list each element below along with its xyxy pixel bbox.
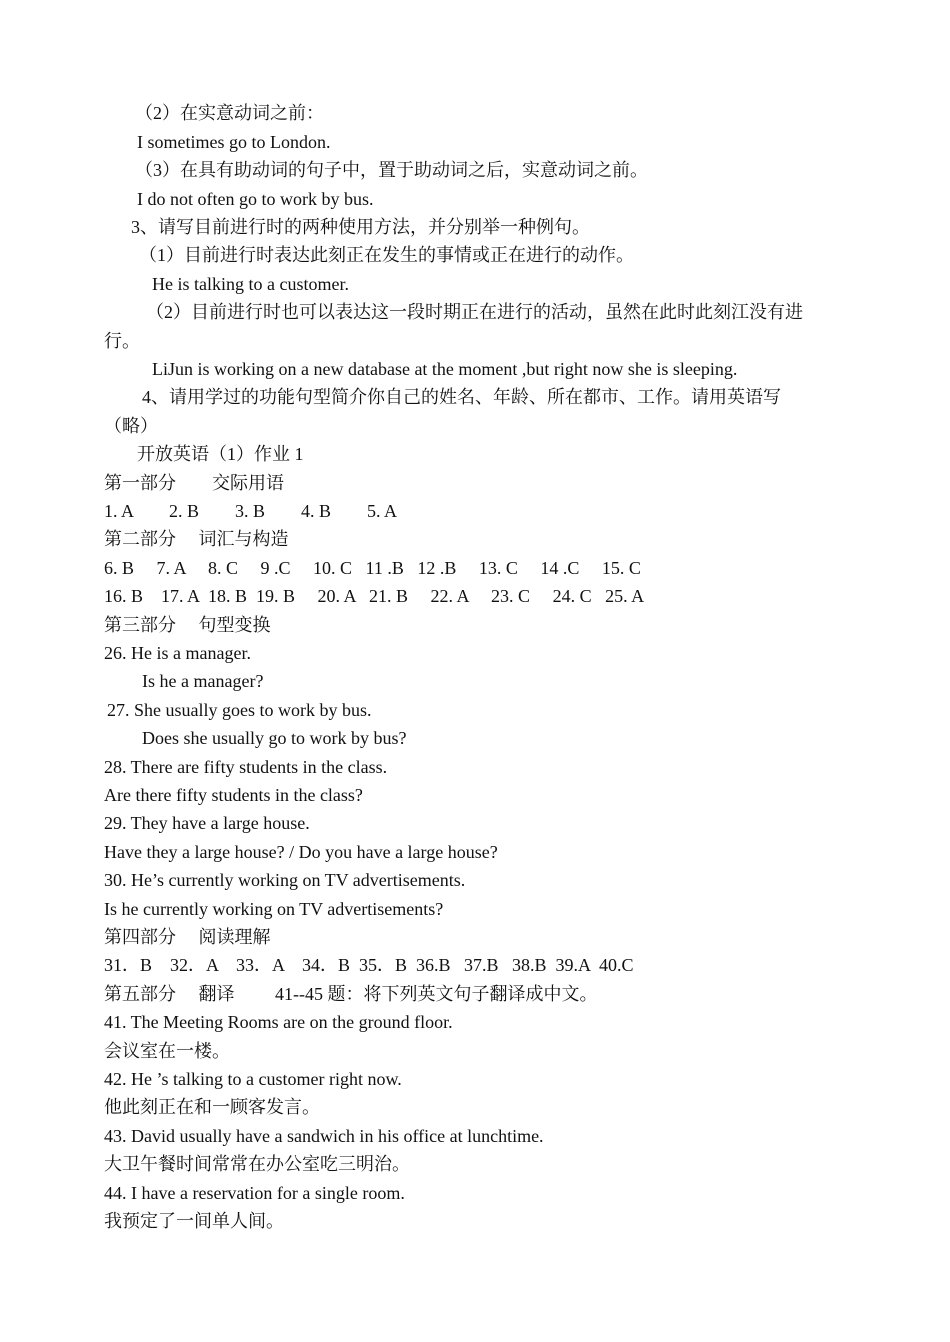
text-line: （2）在实意动词之前： (135, 103, 324, 123)
text-line: 会议室在一楼。 (104, 1041, 230, 1061)
text-line: 我预定了一间单人间。 (104, 1211, 284, 1231)
section-heading: 第五部分 翻译 41--45 题：将下列英文句子翻译成中文。 (104, 984, 598, 1004)
text-line: Is he a manager? (142, 671, 264, 691)
section-heading: 第三部分 句型变换 (104, 615, 271, 635)
text-line: 30. He’s currently working on TV advertisements. (104, 870, 466, 890)
text-line: 4、请用学过的功能句型简介你自己的姓名、年龄、所在都市、工作。请用英语写 (142, 387, 781, 407)
text-line: LiJun is working on a new database at the moment ,but right now she is sleeping. (152, 359, 738, 379)
text-line: （2）目前进行时也可以表达这一段时期正在进行的活动，虽然在此时此刻江没有进 (146, 302, 803, 322)
answer-row: 31．B 32．A 33．A 34．B 35．B 36.B 37.B 38.B 39.A 40.C (104, 955, 634, 975)
text-line: 29. They have a large house. (104, 813, 310, 833)
text-line: 行。 (104, 331, 140, 351)
text-line: I sometimes go to London. (137, 132, 331, 152)
section-heading: 第四部分 阅读理解 (104, 927, 271, 947)
text-line: 28. There are fifty students in the class. (104, 757, 388, 777)
section-title: 开放英语（1）作业 1 (137, 444, 304, 464)
text-line: 27. She usually goes to work by bus. (107, 700, 372, 720)
text-line: 26. He is a manager. (104, 643, 251, 663)
text-line: （略） (104, 416, 158, 436)
answer-row: 16. B 17. A 18. B 19. B 20. A 21. B 22. A 23. C 24. C 25. A (104, 586, 645, 606)
text-line: 41. The Meeting Rooms are on the ground floor. (104, 1012, 453, 1032)
text-line: 大卫午餐时间常常在办公室吃三明治。 (104, 1154, 410, 1174)
text-line: Does she usually go to work by bus? (142, 728, 407, 748)
text-line: 44. I have a reservation for a single room. (104, 1183, 405, 1203)
section-heading: 第一部分 交际用语 (104, 473, 284, 493)
text-line: （3）在具有助动词的句子中，置于助动词之后，实意动词之前。 (135, 160, 648, 180)
text-line: 42. He ’s talking to a customer right now. (104, 1069, 402, 1089)
text-line: Is he currently working on TV advertisements? (104, 899, 444, 919)
text-line: 3、请写目前进行时的两种使用方法，并分别举一种例句。 (131, 217, 590, 237)
text-line: 43. David usually have a sandwich in his office at lunchtime. (104, 1126, 544, 1146)
text-line: He is talking to a customer. (152, 274, 349, 294)
text-line: 他此刻正在和一顾客发言。 (104, 1097, 320, 1117)
answer-row: 6. B 7. A 8. C 9 .C 10. C 11 .B 12 .B 13. C 14 .C 15. C (104, 558, 641, 578)
text-line: （1）目前进行时表达此刻正在发生的事情或正在进行的动作。 (139, 245, 634, 265)
section-heading: 第二部分 词汇与构造 (104, 529, 289, 549)
text-line: I do not often go to work by bus. (137, 189, 374, 209)
text-line: Are there fifty students in the class? (104, 785, 363, 805)
text-line: Have they a large house? / Do you have a large house? (104, 842, 498, 862)
answer-row: 1. A 2. B 3. B 4. B 5. A (104, 501, 398, 521)
